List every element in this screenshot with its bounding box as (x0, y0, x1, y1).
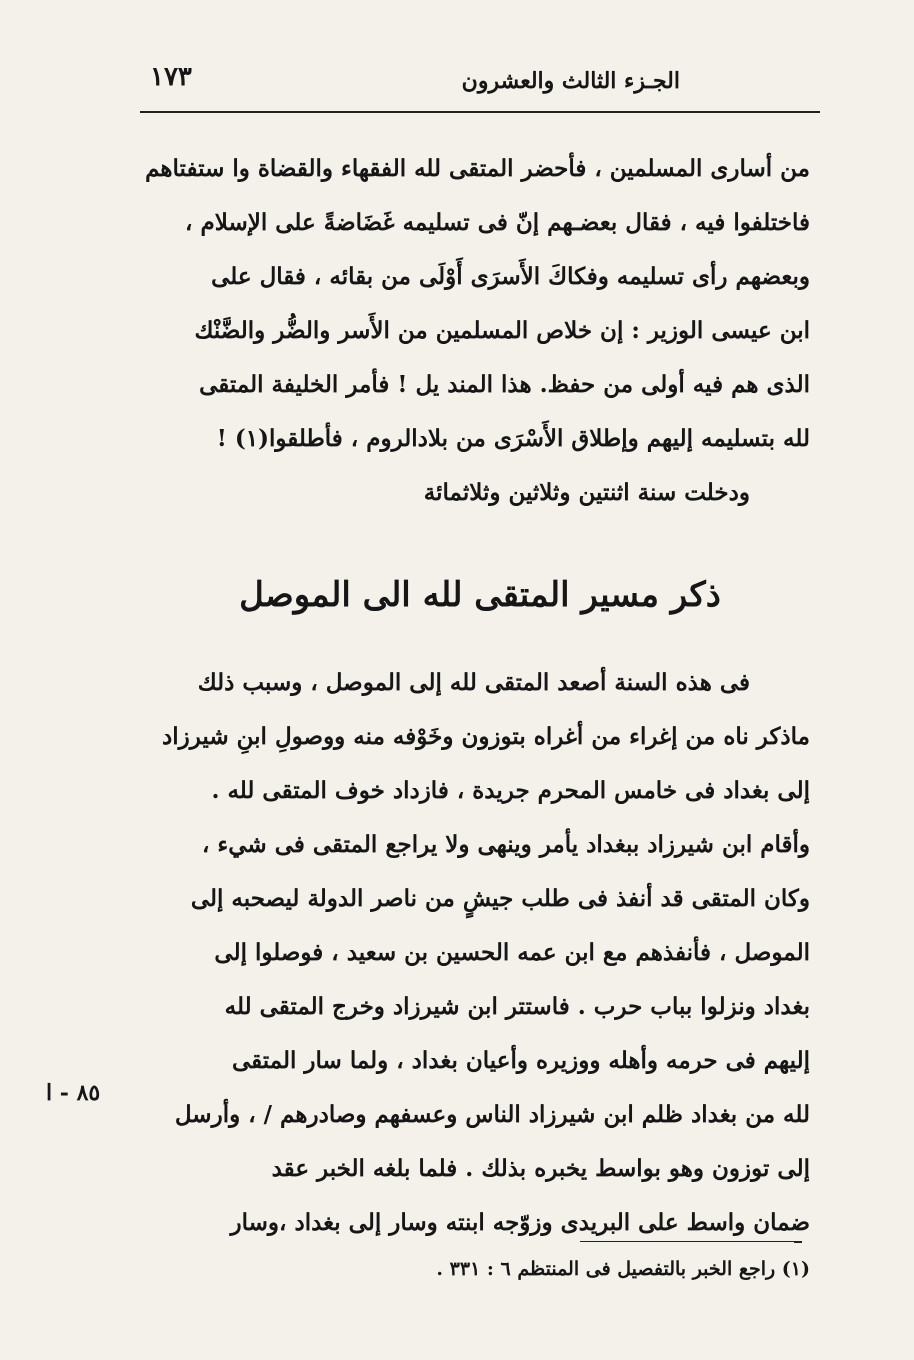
text-line: وأقام ابن شيرزاد ببغداد يأمر وينهى ولا يراجع المتقى فى شيء ، (202, 831, 810, 858)
year-entry-line: ودخلت سنة اثنتين وثلاثين وثلاثمائة (423, 479, 750, 506)
text-line: فاختلفوا فيه ، فقال بعضـهم إنّ فى تسليمه غَضَاضةً على الإسلام ، (185, 209, 810, 236)
text-line: لله بتسليمه إليهم وإطلاق الأَسْرَى من بلادالروم ، فأطلقوا(١) ! (216, 425, 810, 452)
text-line: بغداد ونزلوا بباب حرب . فاستتر ابن شيرزاد وخرج المتقى لله (224, 993, 810, 1020)
text-line: ماذكر ناه من إغراء من أغراه بتوزون وخَوْفه منه ووصولِ ابنِ شيرزاد (162, 723, 810, 750)
header-rule (140, 111, 820, 113)
text-line: ضمان واسط على البريدى وزوّجه ابنته وسار إلى بغداد ،وسار (230, 1209, 810, 1236)
page-header (140, 62, 820, 102)
text-line: من أسارى المسلمين ، فأحضر المتقى لله الفقهاء والقضاة وا ستفتاهم (145, 155, 810, 182)
text-line: إلى بغداد فى خامس المحرم جريدة ، فازداد خوف المتقى لله . (211, 777, 810, 804)
running-header-title: الجـزء الثالث والعشرون (461, 68, 680, 94)
text-line: وكان المتقى قد أنفذ فى طلب جيشٍ من ناصر الدولة ليصحبه إلى (190, 885, 810, 912)
text-line: الذى هم فيه أولى من حفظ. هذا المند يل ! فأمر الخليفة المتقى (199, 371, 810, 398)
text-line: لله من بغداد ظلم ابن شيرزاد الناس وعسفهم وصادرهم / ، وأرسل (174, 1101, 810, 1128)
footnote: (١) راجع الخبر بالتفصيل فى المنتظم ٦ : ٣٣١ . (436, 1258, 810, 1280)
text-line: إليهم فى حرمه وأهله ووزيره وأعيان بغداد ، ولما سار المتقى (231, 1047, 810, 1074)
text-line: وبعضهم رأى تسليمه وفكاكَ الأَسرَى أَوْلَى من بقائه ، فقال على (211, 263, 810, 290)
text-line: ابن عيسى الوزير : إن خلاص المسلمين من الأَسر والضُّر والضَّنْك (194, 317, 810, 344)
page-number: ١٧٣ (150, 62, 192, 92)
text-line: الموصل ، فأنفذهم مع ابن عمه الحسين بن سعيد ، فوصلوا إلى (214, 939, 810, 966)
margin-folio-note: ٨٥ - ا (46, 1080, 101, 1106)
footnote-rule-mark (794, 1241, 802, 1243)
text-block-first (130, 142, 810, 520)
section-heading: ذكر مسير المتقى لله الى الموصل (239, 575, 721, 615)
text-block-second (130, 656, 810, 1250)
text-line: إلى توزون وهو بواسط يخبره بذلك . فلما بلغه الخبر عقد (271, 1155, 810, 1182)
footnote-rule (580, 1241, 800, 1242)
text-line: فى هذه السنة أصعد المتقى لله إلى الموصل ، وسبب ذلك (197, 669, 750, 696)
